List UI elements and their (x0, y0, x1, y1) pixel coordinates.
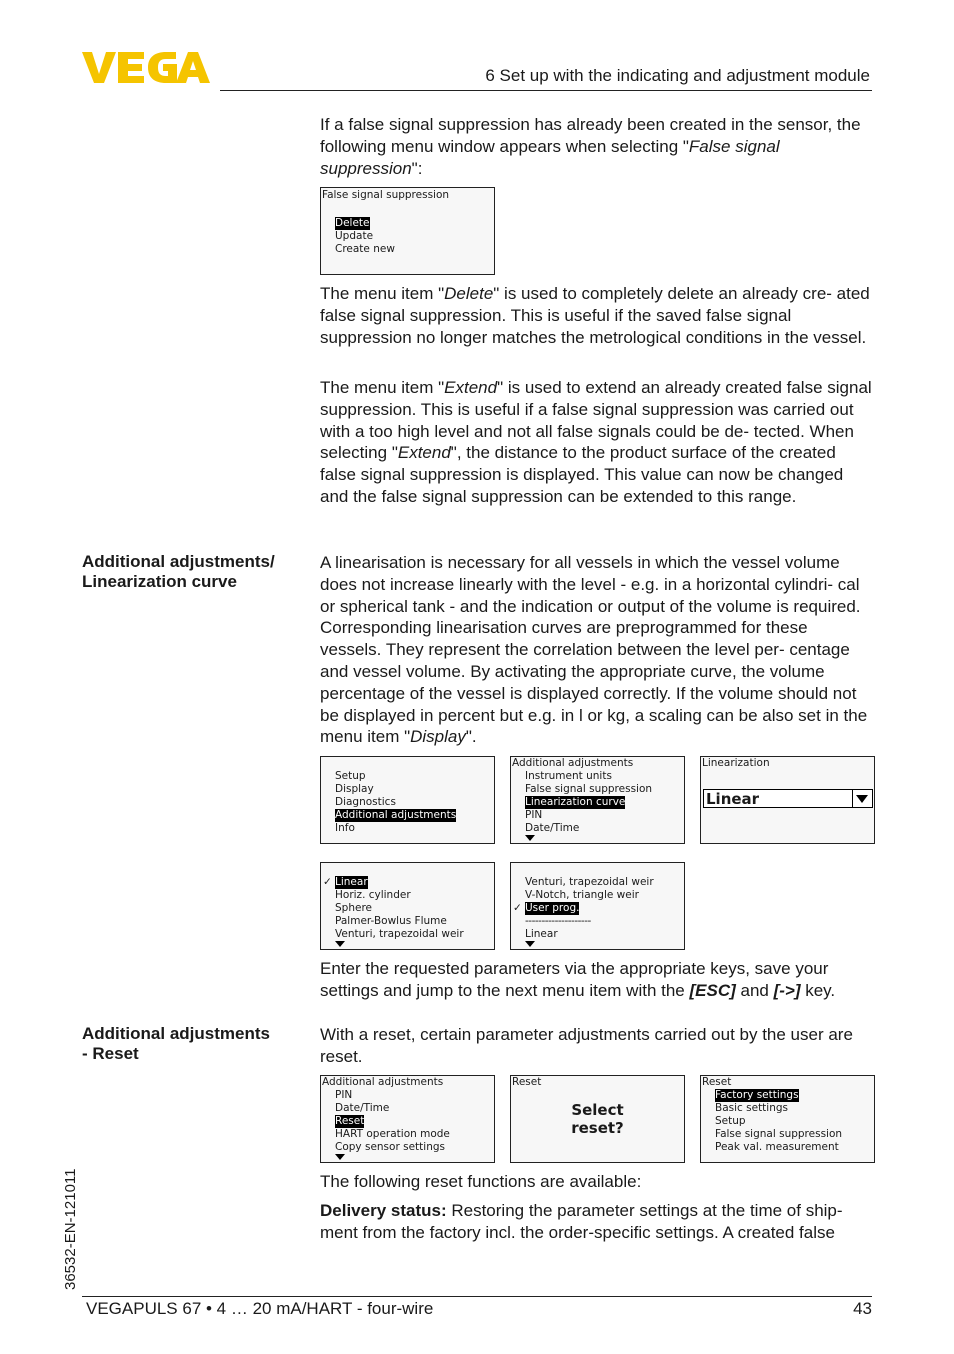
scroll-down-icon (335, 941, 345, 947)
header-rule (220, 90, 872, 91)
lcd-title: False signal suppression (322, 189, 450, 201)
scroll-down-icon (335, 1154, 345, 1160)
lcd-item-sphere[interactable]: Sphere (335, 902, 372, 914)
lcd-curve-list-2 (510, 862, 685, 950)
lcd-item-diagnostics[interactable]: Diagnostics (335, 796, 396, 808)
dropdown-value: Linear (706, 790, 760, 808)
lcd-reset-confirm (510, 1075, 685, 1163)
lcd-item-delete[interactable]: Delete (335, 217, 370, 229)
lcd-false-signal-suppression (320, 187, 495, 275)
check-icon: ✓ (323, 876, 332, 888)
extend-paragraph: The menu item "Extend" is used to extend an already created false signal suppression. This is useful if a false signal suppression was carried out with a too high level and not all false signals could be de- tected. When selecting "Extend", the distance to the product surface of the created false signal suppression is displayed. This value can now be changed and the false signal suppression can be extended to this range. (320, 378, 872, 506)
lcd-prompt-line2: reset? (571, 1119, 624, 1137)
lcd-item-reset[interactable]: Reset (335, 1115, 365, 1127)
page-number: 43 (853, 1299, 872, 1318)
lcd-title: Additional adjustments (322, 1076, 444, 1088)
lcd-item-setup[interactable]: Setup (715, 1115, 746, 1127)
lcd-main-menu (320, 756, 495, 844)
footer-rule (82, 1296, 872, 1297)
lcd-title: Additional adjustments (512, 757, 634, 769)
lcd-item-false-signal-suppression[interactable]: False signal suppression (525, 783, 653, 795)
lcd-item-user-prog[interactable]: User prog. (525, 902, 580, 914)
document-id: 36532-EN-121011 (62, 1168, 79, 1290)
delivery-status-paragraph: Delivery status: Restoring the parameter settings at the time of ship- ment from the factory incl. the order-specific settings. A created false (320, 1201, 843, 1242)
lcd-item-v-notch[interactable]: V-Notch, triangle weir (525, 889, 639, 901)
chevron-down-icon (856, 795, 868, 803)
linearization-paragraph: A linearisation is necessary for all vessels in which the vessel volume does not increase linearly with the level - e.g. in a horizontal cylindri- cal or spherical tank - and the indication or output of the volume is required. Corresponding linearisation curves are preprogrammed for these vessels. They represent the correlation between the level per- centage and vessel volume. By activating the appropriate curve, the volume percentage of the vessel is displayed correctly. If the volume should not be displayed in percent but e.g. in l or kg, a scaling can be also set in the menu item "Display". (320, 553, 868, 747)
reset-paragraph: With a reset, certain parameter adjustments carried out by the user are reset. (320, 1025, 853, 1066)
chapter-title: 6 Set up with the indicating and adjustment module (485, 66, 870, 85)
check-icon: ✓ (513, 902, 522, 914)
lcd-item-venturi[interactable]: Venturi, trapezoidal weir (525, 876, 654, 888)
lcd-item-linearization-curve[interactable]: Linearization curve (525, 796, 626, 808)
lcd-item-linear[interactable]: Linear (335, 876, 368, 888)
lcd-item-peak-values[interactable]: Peak val. measurement (715, 1141, 839, 1153)
lcd-item-basic-settings[interactable]: Basic settings (715, 1102, 789, 1114)
lcd-curve-list-1 (320, 862, 495, 950)
lcd-item-copy-sensor-settings[interactable]: Copy sensor settings (335, 1141, 445, 1153)
lcd-reset-options (700, 1075, 875, 1163)
lcd-item-update[interactable]: Update (335, 230, 374, 242)
lcd-item-pin[interactable]: PIN (335, 1089, 353, 1101)
lcd-title: Linearization (702, 757, 770, 769)
lcd-item-false-signal-suppression[interactable]: False signal suppression (715, 1128, 843, 1140)
lcd-item-pin[interactable]: PIN (525, 809, 543, 821)
side-heading-linearization: Additional adjustments/ Linearization curve (82, 552, 275, 591)
lcd-additional-adjustments (510, 756, 685, 844)
lcd-item-display[interactable]: Display (335, 783, 374, 795)
vega-logo (82, 52, 212, 89)
lcd-item-venturi[interactable]: Venturi, trapezoidal weir (335, 928, 464, 940)
lcd-separator: -------------------- (525, 915, 591, 927)
lcd-item-additional-adjustments[interactable]: Additional adjustments (335, 809, 457, 821)
lcd-item-info[interactable]: Info (335, 822, 355, 834)
lcd-title: Reset (702, 1076, 732, 1088)
lcd-item-palmer-bowlus[interactable]: Palmer-Bowlus Flume (335, 915, 447, 927)
lcd-additional-adjustments-reset (320, 1075, 495, 1163)
lcd-title: Reset (512, 1076, 542, 1088)
linearization-dropdown[interactable] (703, 789, 873, 808)
scroll-down-icon (525, 941, 535, 947)
lcd-prompt-line1: Select (571, 1101, 624, 1119)
lcd-item-setup[interactable]: Setup (335, 770, 366, 782)
lcd-item-date-time[interactable]: Date/Time (525, 822, 580, 834)
lcd-item-linear[interactable]: Linear (525, 928, 558, 940)
lcd-item-hart-mode[interactable]: HART operation mode (335, 1128, 450, 1140)
delete-paragraph: The menu item "Delete" is used to completely delete an already cre- ated false signal suppression. This is useful if the saved false signal suppression no longer matches the metrological conditions in the vessel. (320, 284, 870, 347)
footer-product: VEGAPULS 67 • 4 … 20 mA/HART - four-wire (86, 1299, 434, 1318)
lcd-item-factory-settings[interactable]: Factory settings (715, 1089, 799, 1101)
intro-paragraph: If a false signal suppression has already been created in the sensor, the following menu window appears when selecting "False signal suppression": (320, 115, 861, 178)
lcd-item-date-time[interactable]: Date/Time (335, 1102, 390, 1114)
dropdown-button[interactable] (852, 790, 872, 807)
enter-paragraph: Enter the requested parameters via the appropriate keys, save your settings and jump to the next menu item with the [ESC] and [->] key. (320, 959, 836, 1000)
lcd-linearization (700, 756, 875, 844)
lcd-item-create-new[interactable]: Create new (335, 243, 395, 255)
lcd-item-horiz-cylinder[interactable]: Horiz. cylinder (335, 889, 411, 901)
side-heading-reset: Additional adjustments - Reset (82, 1024, 270, 1063)
lcd-item-instrument-units[interactable]: Instrument units (525, 770, 612, 782)
scroll-down-icon (525, 835, 535, 841)
functions-paragraph: The following reset functions are available: (320, 1172, 642, 1191)
